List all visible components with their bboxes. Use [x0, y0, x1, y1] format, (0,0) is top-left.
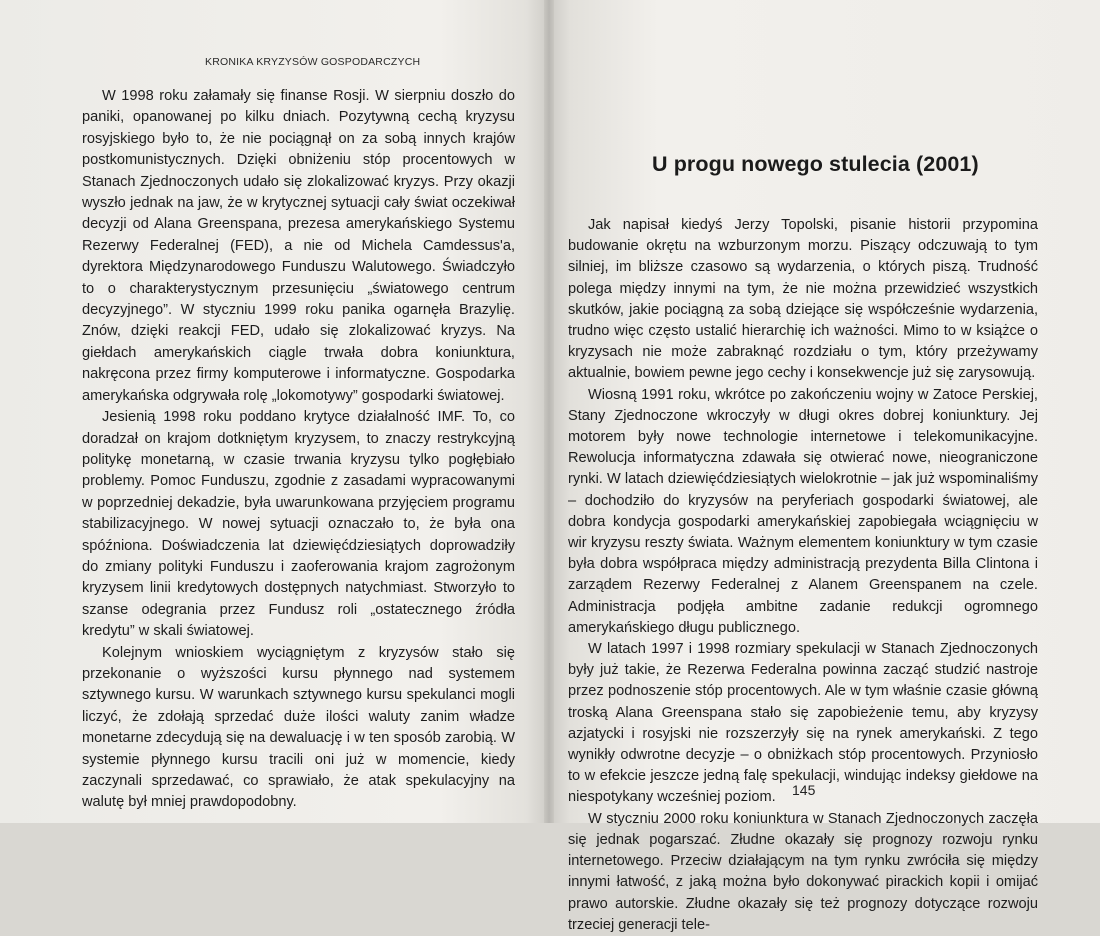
paragraph: Jesienią 1998 roku poddano krytyce działalność IMF. To, co doradzał on krajom dotkniętym kryzysem, to znaczy restrykcyjną politykę monetarną, w czasie trwania kryzysu tylko pogłębiało problemy. Pomoc Funduszu, zgodnie z zasadami wypracowanymi w poprzedniej dekadzie, była uwarunkowana przyjęciem programu stabilizacyjnego. W nowej sytuacji oznaczało to, że była ona spóźniona. Doświadczenia lat dziewięćdziesiątych doprowadziły do zmiany polityki Funduszu i zaoferowania krajom zagrożonym kryzysem linii kredytowych dostępnych natychmiast. Stworzyło to szanse odegrania przez Fundusz roli „ostatecznego źródła kredytu” w skali światowej. [82, 409, 515, 640]
running-head: KRONIKA KRYZYSÓW GOSPODARCZYCH [205, 56, 421, 68]
paragraph: W 1998 roku załamały się finanse Rosji. W sierpniu doszło do paniki, opanowanej po kilku dniach. Pozytywną cechą kryzysu rosyjskiego było to, że nie pociągnął on za sobą innych krajów postkomunistycznych. Dzięki obniżeniu stóp procentowych w Stanach Zjednoczonych udało się zlokalizować kryzys. Przy okazji wyszło jednak na jaw, że w krytycznej sytuacji cały świat oczekiwał decyzji od Alana Greenspana, prezesa amerykańskiego Systemu Rezerwy Federalnej (FED), a nie od Michela Camdessus'a, dyrektora Międzynarodowego Funduszu Walutowego. Świadczyło to o charakterystycznym przesunięciu „światowego centrum decyzyjnego”. W styczniu 1999 roku panika ogarnęła Brazylię. Znów, dzięki reakcji FED, udało się zlokalizować kryzys. Na giełdach amerykańskich ciągle trwała dobra koniunktura, nakręcona przez firmy komputerowe i informatyczne. Gospodarka amerykańska odgrywała rolę „lokomotywy” gospodarki światowej. [82, 88, 515, 404]
page-number: 145 [792, 782, 816, 798]
right-page-body [568, 215, 1038, 936]
book-gutter [544, 0, 554, 823]
left-page-body [82, 86, 515, 814]
right-page [548, 0, 1100, 933]
paragraph: W latach 1997 i 1998 rozmiary spekulacji w Stanach Zjednoczonych były już takie, że Rezerwa Federalna powinna zacząć studzić nastroje przez podnoszenie stóp procentowych. Ale w tym właśnie czasie główną troską Alana Greenspana stało się zapobieżenie temu, aby kryzysy azjatycki i rosyjski nie rozszerzyły się na rynek amerykański. Z tego wynikły odwrotne decyzje – o obniżkach stóp procentowych. Przyniosło to w efekcie jeszcze jedną falę spekulacji, windując indeksy giełdowe na niespotykany wcześniej poziom. [568, 641, 1038, 806]
paragraph: Kolejnym wnioskiem wyciągniętym z kryzysów stało się przekonanie o wyższości kursu płynnego nad systemem sztywnego kursu. W warunkach sztywnego kursu spekulanci mogli liczyć, że zdołają sprzedać duże ilości waluty zanim władze monetarne zdecydują się na dewaluację i w ten sposób zarobią. W systemie płynnego kursu tracili oni już w momencie, kiedy zaczynali sprzedawać, co sprawiało, że atak spekulacyjny na walutę był mniej prawdopodobny. [82, 644, 515, 811]
chapter-title: U progu nowego stulecia (2001) [652, 152, 979, 176]
paragraph: Jak napisał kiedyś Jerzy Topolski, pisanie historii przypomina budowanie okrętu na wzburzonym morzu. Piszący odczuwają to tym silniej, im bliższe czasowo są wydarzenia, o których piszą. Trudność polega między innymi na tym, że nie można przewidzieć wszystkich skutków, jakie pociągną za sobą dziejące się współcześnie wydarzenia, trudno więc często ustalić hierarchię ich ważności. Mimo to w książce o kryzysach nie może zabraknąć rozdziału o tym, który przeżywamy aktualnie, bowiem pewne jego cechy i konsekwencje już się zarysowują. [568, 217, 1038, 382]
left-page [0, 0, 548, 823]
paragraph: W styczniu 2000 roku koniunktura w Stanach Zjednoczonych zaczęła się jednak pogarszać. Złudne okazały się prognozy rozwoju rynku internetowego. Przeciw działającym na tym rynku zwróciła się między innymi łatwość, z jaką można było dokonywać pirackich kopii i omijać prawo autorskie. Złudne okazały się też prognozy dotyczące rozwoju trzeciej generacji tele- [568, 810, 1038, 933]
paragraph: Wiosną 1991 roku, wkrótce po zakończeniu wojny w Zatoce Perskiej, Stany Zjednoczone wkroczyły w długi okres dobrej koniunktury. Jej motorem były nowe technologie internetowe i telekomunikacyjne. Rewolucja informatyczna zdawała się otwierać nowe, nieograniczone rynki. W latach dziewięćdziesiątych wielokrotnie – jak już wspominaliśmy – dochodziło do kryzysów na peryferiach gospodarki światowej, ale dobra kondycja gospodarki amerykańskiej zapobiegała wciągnięciu w wir kryzysu reszty świata. Ważnym elementem koniunktury w tym czasie była dobra współpraca między administracją prezydenta Billa Clintona i zarządem Rezerwy Federalnej z Alanem Greenspanem na czele. Administracja podjęła ambitne zadanie redukcji ogromnego amerykańskiego długu publicznego. [568, 386, 1038, 636]
